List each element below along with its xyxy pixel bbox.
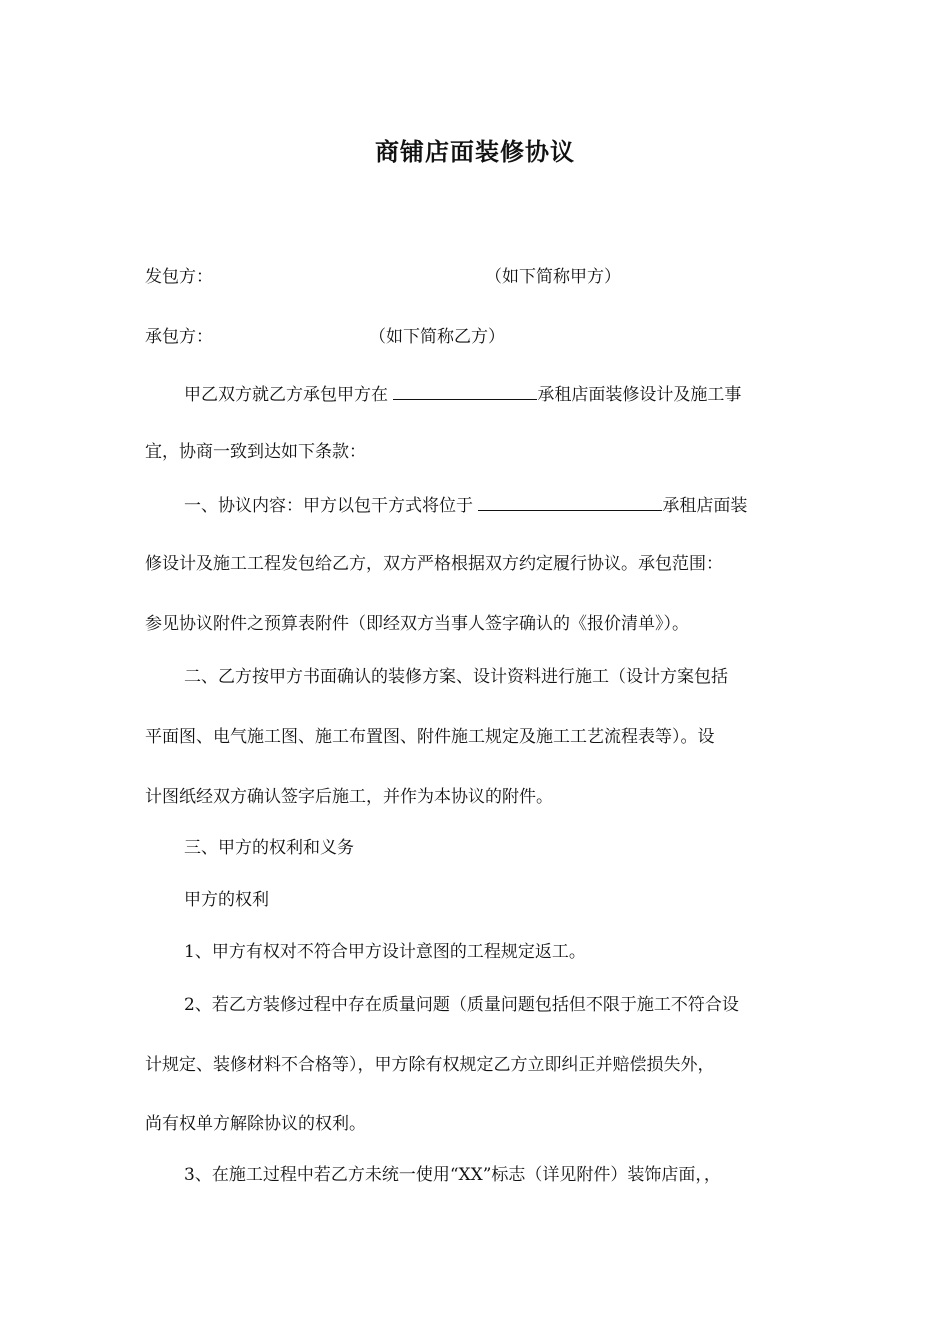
document-title: 商铺店面装修协议 [375,137,575,166]
address-blank [478,492,662,511]
intro-line-1 [184,381,741,407]
clause3-item-3-line-1: 3、在施工过程中若乙方未统一使用“XX”标志（详见附件）装饰店面，， [184,1165,721,1185]
clause3-heading: 三、甲方的权利和义务 [184,838,354,858]
clause1-text-b: 承租店面装 [662,496,748,516]
clause2-line-2: 平面图、电气施工图、施工布置图、附件施工规定及施工工艺流程表等）。设 [145,727,715,747]
location-blank [393,381,537,400]
clause3-item-2-line-1: 2、若乙方装修过程中存在质量问题（质量问题包括但不限于施工不符合设 [184,995,739,1015]
party-a-line [145,265,621,289]
clause1-text-a: 一、协议内容：甲方以包干方式将位于 [184,496,479,516]
clause1-line-3: 参见协议附件之预算表附件（即经双方当事人签字确认的《报价清单》）。 [145,614,689,634]
party-a-label: 发包方： [145,267,213,287]
party-b-label: 承包方： [145,327,213,347]
clause3-subheading: 甲方的权利 [184,890,269,910]
clause3-item-2-line-3: 尚有权单方解除协议的权利。 [145,1114,366,1134]
intro-text-a: 甲乙双方就乙方承包甲方在 [184,385,394,405]
clause3-item-1: 1、甲方有权对不符合甲方设计意图的工程规定返工。 [184,942,586,962]
clause2-line-1: 二、乙方按甲方书面确认的装修方案、设计资料进行施工（设计方案包括 [184,667,728,687]
clause1-line-2: 修设计及施工工程发包给乙方，双方严格根据双方约定履行协议。承包范围： [145,554,723,574]
clause1-line-1 [184,492,747,518]
clause3-item-2-line-2: 计规定、装修材料不合格等），甲方除有权规定乙方立即纠正并赔偿损失外， [145,1055,715,1075]
clause2-line-3: 计图纸经双方确认签字后施工，并作为本协议的附件。 [145,787,553,807]
party-b-line [145,325,505,349]
party-b-alias: （如下简称乙方） [369,327,505,347]
intro-line-2: 宜，协商一致到达如下条款： [145,442,366,462]
party-a-alias: （如下简称甲方） [485,267,621,287]
intro-text-b: 承租店面装修设计及施工事 [537,385,742,405]
